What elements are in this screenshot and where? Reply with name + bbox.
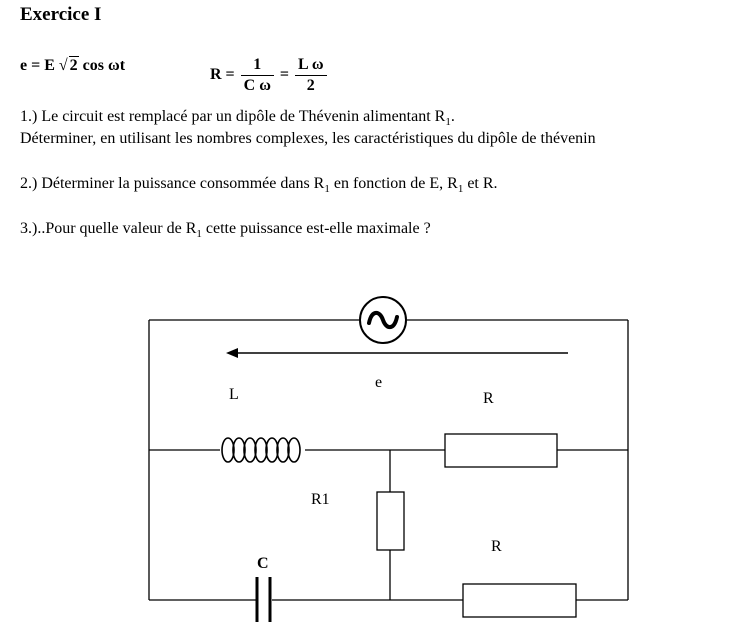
formula-e-rhs: cos ωt [82,57,126,74]
label-resistor-r1: R1 [311,491,330,508]
fraction2-numerator: L ω [295,56,326,76]
sqrt-argument: 2 [69,57,78,74]
fraction1-denominator: C ω [243,77,271,94]
resistor-r-top [445,434,557,467]
voltage-arrow-head-icon [226,348,238,358]
label-resistor-top: R [483,390,494,407]
q1-suffix: . [450,108,455,125]
resistor-r-bottom [463,584,576,617]
label-inductor: L [229,386,239,403]
q1-subscript: 1 [445,116,451,129]
resistor-r1 [377,492,404,550]
exercise-title: Exercice I [20,4,102,25]
q2-mid: en fonction de E, R [329,175,458,192]
formula-r-lhs: R = [210,66,235,84]
label-emf: e [375,374,383,391]
fraction1-numerator: 1 [241,56,274,76]
q2-subscript-1: 1 [324,183,330,196]
formula-e-lhs: e = E [20,57,55,74]
q3-subscript: 1 [196,228,202,241]
q2-subscript-2: 1 [457,183,464,196]
q3-text: 3.)..Pour quelle valeur de R [20,220,197,237]
fraction2-denominator: 2 [306,77,315,94]
label-resistor-bottom: R [491,538,502,555]
q1-text: 1.) Le circuit est remplacé par un dipôle de Thévenin alimentant R [20,108,446,125]
sqrt-icon: √ [58,57,68,74]
inductor-coil-icon [222,438,300,462]
label-capacitor: C [257,555,269,572]
q3-suffix: cette puissance est-elle maximale ? [201,220,431,237]
formula-r-equals: = [279,66,290,84]
q2-text: 2.) Déterminer la puissance consommée dans R [20,175,325,192]
q2-suffix: et R. [463,175,498,192]
question-1-line-2: Déterminer, en utilisant les nombres complexes, les caractéristiques du dipôle de thévenin [20,130,596,147]
